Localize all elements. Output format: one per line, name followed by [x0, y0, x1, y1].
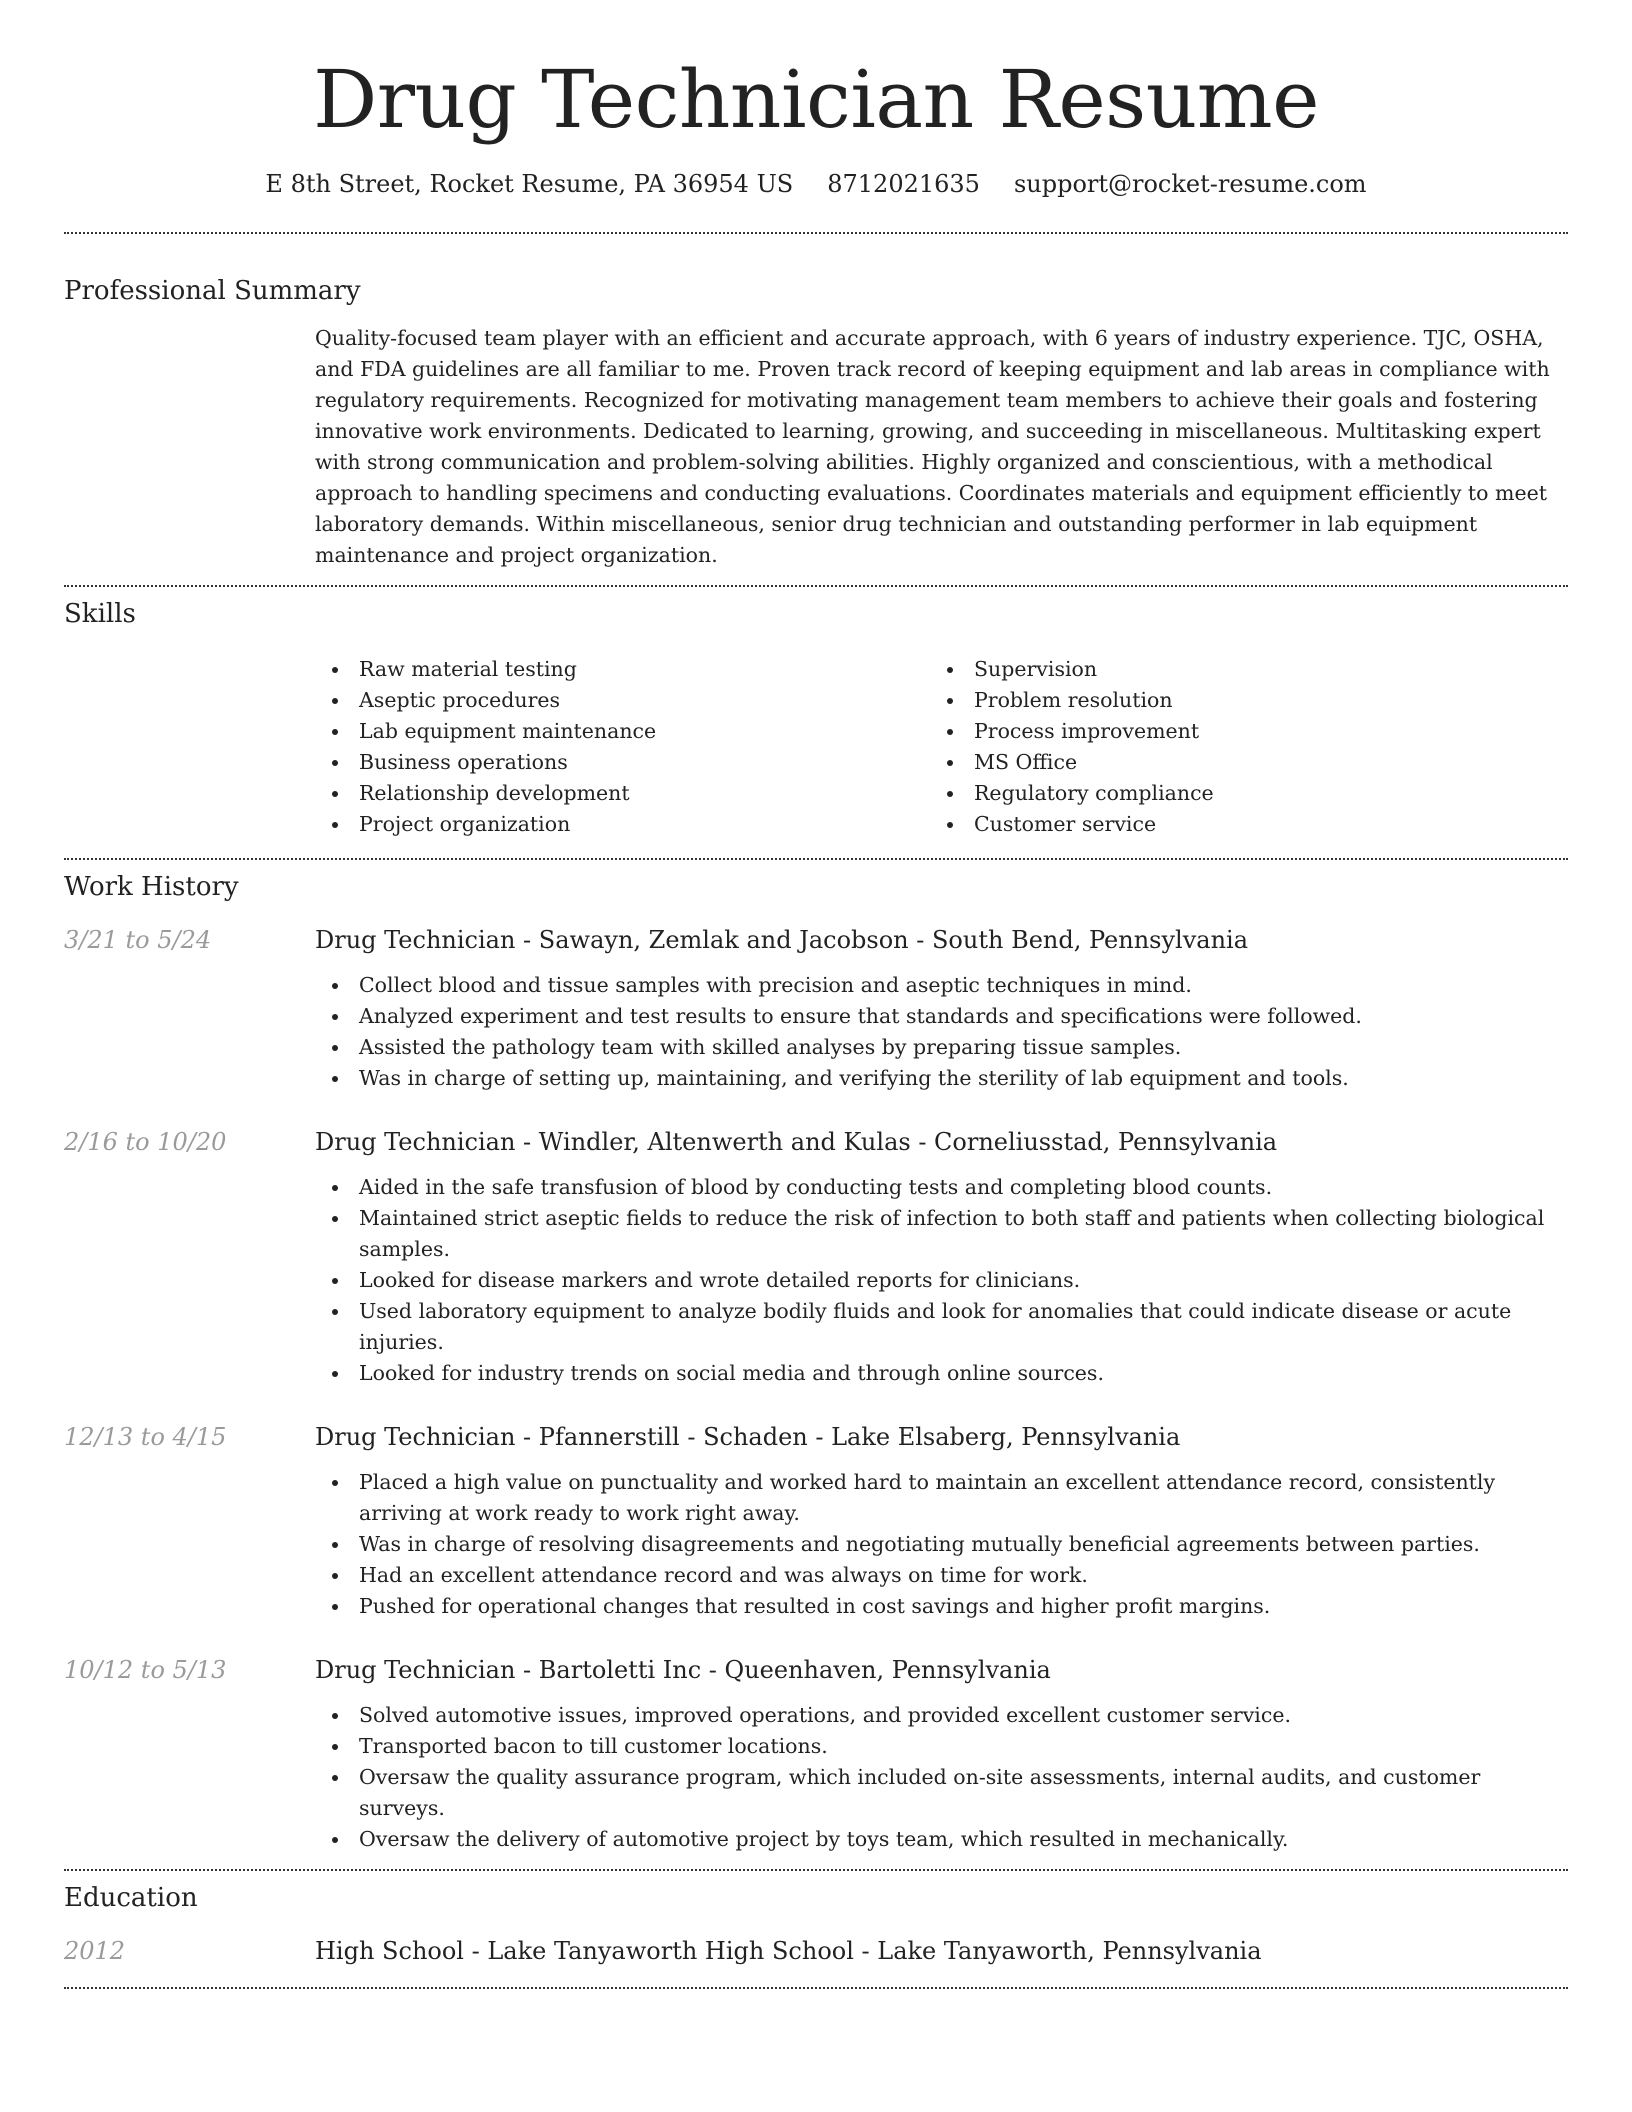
job-bullets [315, 1700, 1570, 1855]
job-bullet: Analyzed experiment and test results to ensure that standards and specifications were followed. [315, 1001, 1570, 1032]
section-title-work: Work History [64, 872, 239, 902]
education-entry [64, 1937, 1632, 1965]
job-bullet: Collect blood and tissue samples with precision and aseptic techniques in mind. [315, 970, 1570, 1001]
skill-item: Process improvement [930, 716, 1214, 747]
job-bullets [315, 970, 1570, 1094]
job-date: 2/16 to 10/20 [64, 1128, 227, 1156]
skill-item: Customer service [930, 809, 1214, 840]
skill-item: Regulatory compliance [930, 778, 1214, 809]
phone: 8712021635 [827, 170, 980, 198]
divider [64, 858, 1568, 860]
divider [64, 1869, 1568, 1871]
job-bullet: Aided in the safe transfusion of blood by conducting tests and completing blood counts. [315, 1172, 1570, 1203]
divider [64, 1987, 1568, 1989]
skill-item: Project organization [315, 809, 930, 840]
job-title: Drug Technician - Bartoletti Inc - Queenhaven, Pennsylvania [315, 1656, 1051, 1684]
divider [64, 232, 1568, 234]
job-bullet: Oversaw the quality assurance program, which included on-site assessments, internal audits, and customer surveys. [315, 1762, 1570, 1824]
address: E 8th Street, Rocket Resume, PA 36954 US [265, 170, 794, 198]
job-bullet: Placed a high value on punctuality and worked hard to maintain an excellent attendance record, consistently arriving at work ready to work right away. [315, 1467, 1570, 1529]
job-bullet: Transported bacon to till customer locations. [315, 1731, 1570, 1762]
job-bullets [315, 1172, 1570, 1389]
skill-item: Lab equipment maintenance [315, 716, 930, 747]
job-bullet: Oversaw the delivery of automotive project by toys team, which resulted in mechanically. [315, 1824, 1570, 1855]
job-title: Drug Technician - Windler, Altenwerth and Kulas - Corneliusstad, Pennsylvania [315, 1128, 1278, 1156]
job-bullet: Looked for industry trends on social media and through online sources. [315, 1358, 1570, 1389]
divider [64, 585, 1568, 587]
job-title: Drug Technician - Sawayn, Zemlak and Jacobson - South Bend, Pennsylvania [315, 926, 1249, 954]
skill-item: Raw material testing [315, 654, 930, 685]
job-entry [64, 1128, 1632, 1156]
job-bullet: Was in charge of setting up, maintaining, and verifying the sterility of lab equipment and tools. [315, 1063, 1570, 1094]
skill-item: Aseptic procedures [315, 685, 930, 716]
job-bullet: Pushed for operational changes that resulted in cost savings and higher profit margins. [315, 1591, 1570, 1622]
summary-text: Quality-focused team player with an efficient and accurate approach, with 6 years of industry experience. TJC, OSHA, and FDA guidelines are all familiar to me. Proven track record of keeping equipment and lab areas in compliance with regulatory requirements. Recognized for motivating management team members to achieve their goals and fostering innovative work environments. Dedicated to learning, growing, and succeeding in miscellaneous. Multitasking expert with strong communication and problem-solving abilities. Highly organized and conscientious, with a methodical approach to handling specimens and conducting evaluations. Coordinates materials and equipment efficiently to meet laboratory demands. Within miscellaneous, senior drug technician and outstanding performer in lab equipment maintenance and project organization. [315, 326, 1550, 567]
job-bullet: Was in charge of resolving disagreements and negotiating mutually beneficial agreements between parties. [315, 1529, 1570, 1560]
resume-title: Drug Technician Resume [313, 53, 1319, 146]
skill-item: Relationship development [315, 778, 930, 809]
skills-column-left [315, 654, 930, 840]
section-title-skills: Skills [64, 599, 136, 629]
job-bullet: Maintained strict aseptic fields to reduce the risk of infection to both staff and patients when collecting biological samples. [315, 1203, 1570, 1265]
skill-item: Problem resolution [930, 685, 1214, 716]
email: support@rocket-resume.com [1013, 170, 1367, 198]
job-bullet: Assisted the pathology team with skilled analyses by preparing tissue samples. [315, 1032, 1570, 1063]
job-bullet: Solved automotive issues, improved operations, and provided excellent customer service. [315, 1700, 1570, 1731]
job-entry [64, 1423, 1632, 1451]
skill-item: Business operations [315, 747, 930, 778]
job-entry [64, 1656, 1632, 1684]
job-date: 10/12 to 5/13 [64, 1656, 227, 1684]
skill-item: Supervision [930, 654, 1214, 685]
section-title-summary: Professional Summary [64, 276, 361, 306]
job-bullet: Had an excellent attendance record and was always on time for work. [315, 1560, 1570, 1591]
contact-line [0, 170, 1632, 198]
skills-column-right [930, 654, 1214, 840]
job-bullets [315, 1467, 1570, 1622]
job-title: Drug Technician - Pfannerstill - Schaden - Lake Elsaberg, Pennsylvania [315, 1423, 1181, 1451]
section-title-education: Education [64, 1883, 198, 1913]
job-date: 12/13 to 4/15 [64, 1423, 227, 1451]
job-bullet: Looked for disease markers and wrote detailed reports for clinicians. [315, 1265, 1570, 1296]
skills-list [315, 654, 1555, 840]
education-date: 2012 [64, 1937, 126, 1965]
education-title: High School - Lake Tanyaworth High School - Lake Tanyaworth, Pennsylvania [315, 1937, 1262, 1965]
skill-item: MS Office [930, 747, 1214, 778]
job-bullet: Used laboratory equipment to analyze bodily fluids and look for anomalies that could indicate disease or acute injuries. [315, 1296, 1570, 1358]
job-entry [64, 926, 1632, 954]
job-date: 3/21 to 5/24 [64, 926, 212, 954]
resume-header [0, 0, 1632, 198]
